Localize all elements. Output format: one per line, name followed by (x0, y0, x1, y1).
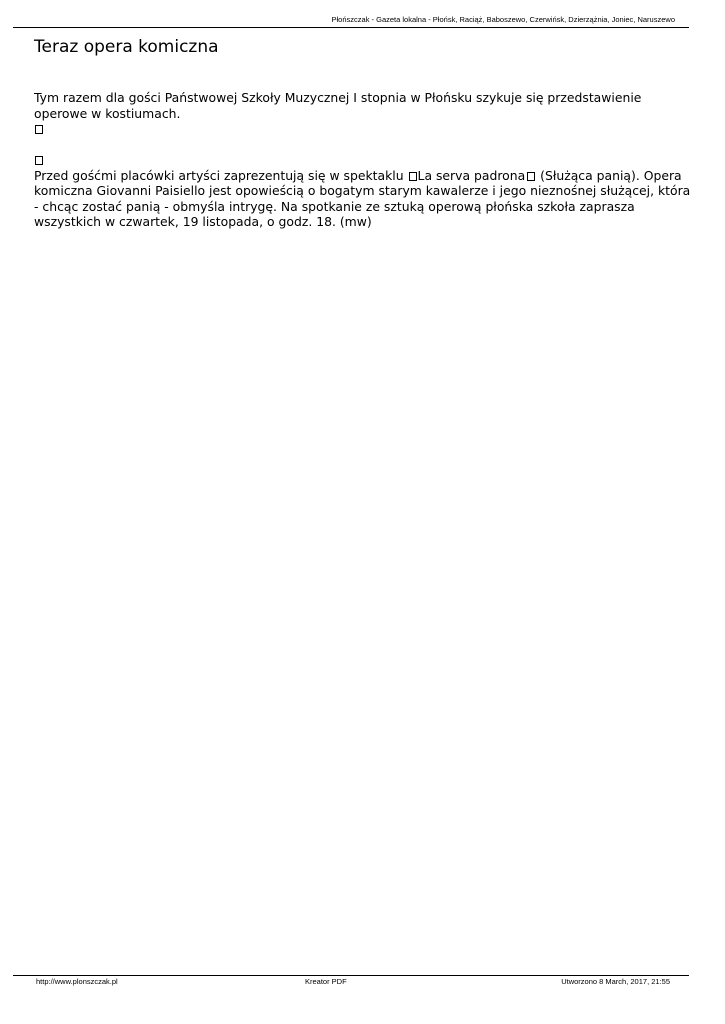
article-title: Teraz opera komiczna (34, 37, 219, 57)
paragraph-spacer (34, 137, 694, 153)
glyph-line-2 (34, 152, 694, 168)
opera-title: La serva padrona (417, 167, 526, 183)
missing-glyph-icon (409, 172, 417, 181)
glyph-line-1 (34, 121, 694, 137)
missing-glyph-icon (527, 172, 535, 181)
page-header-site-line: Płońszczak - Gazeta lokalna - Płońsk, Raciąż, Baboszewo, Czerwińsk, Dzierzążnia, Joniec, Naruszewo (331, 15, 675, 24)
body-text-start: Przed gośćmi placówki artyści zaprezentują się w spektaklu (34, 167, 408, 183)
article-intro: Tym razem dla gości Państwowej Szkoły Muzycznej I stopnia w Płońsku szykuje się przedstawienie operowe w kostiumach. (34, 90, 642, 121)
footer-url: http://www.plonszczak.pl (36, 977, 118, 986)
body-text-rest: (Służąca panią). Opera komiczna Giovanni Paisiello jest opowieścią o bogatym starym kawalerze i jego nieznośnej służącej, która - chcąc zostać panią - obmyśla intrygę. Na spotkanie ze sztuką operową płońska szkoła zaprasza wszystkich w czwartek, 19 listopada, o godz. 18. (mw) (34, 167, 691, 229)
article-main-paragraph (34, 168, 694, 230)
header-divider (13, 27, 689, 28)
missing-glyph-icon (35, 125, 43, 134)
footer-created-date: Utworzono 8 March, 2017, 21:55 (561, 977, 670, 986)
footer-generator: Kreator PDF (305, 977, 347, 986)
missing-glyph-icon (35, 156, 43, 165)
footer-divider (13, 975, 689, 976)
article-body (34, 90, 694, 230)
